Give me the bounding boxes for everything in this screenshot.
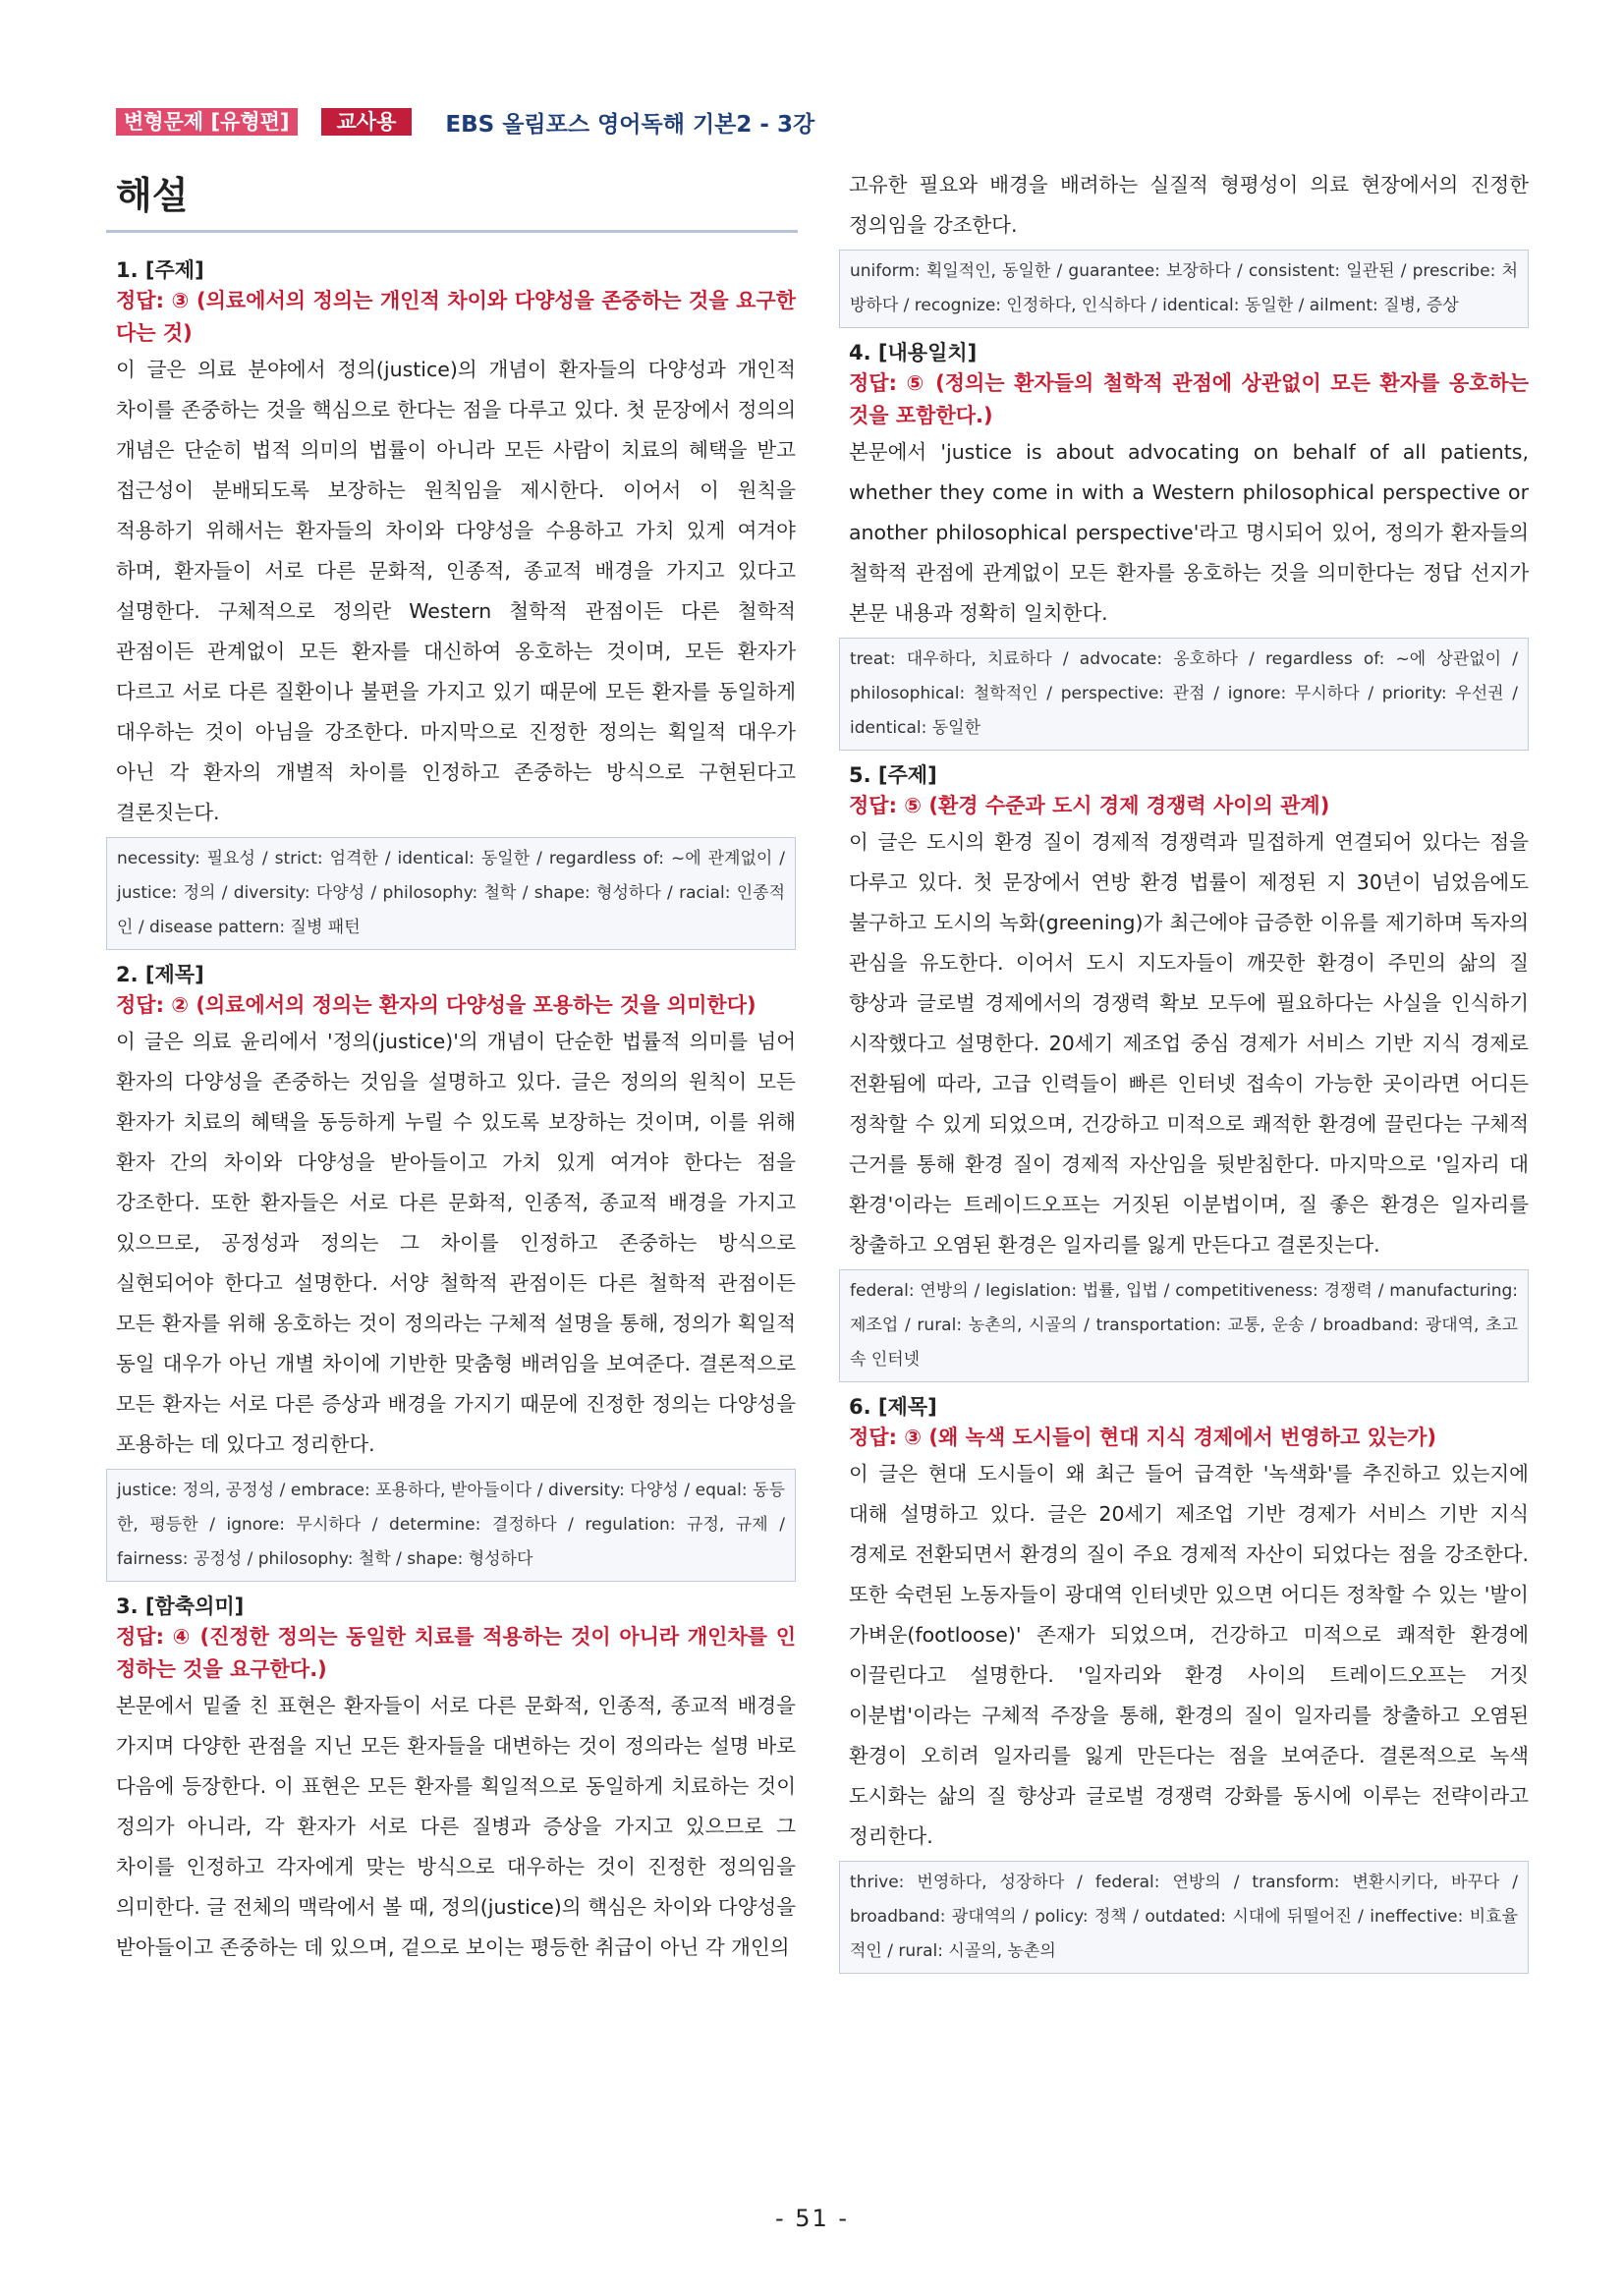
section-4-title: 4. [내용일치] xyxy=(849,341,978,364)
section-6-answer: 정답: ③ (왜 녹색 도시들이 현대 지식 경제에서 번영하고 있는가) xyxy=(849,1426,1437,1449)
section-4 xyxy=(849,338,1529,751)
section-5-explanation: 이 글은 도시의 환경 질이 경제적 경쟁력과 밀접하게 연결되어 있다는 점을 다루고 있다. 첫 문장에서 연방 환경 법률이 제정된 지 30년이 넘었음에도 불구하고 도시의 녹화(greening)가 최근에야 급증한 이유를 제기하며 독자의 관심을 유도한다. 이어서 도시 지도자들이 깨끗한 환경이 주민의 삶의 질 향상과 글로벌 경제에서의 경쟁력 확보 모두에 필요하다는 사실을 인식하기 시작했다고 설명한다. 20세기 제조업 중심 경제가 서비스 기반 지식 경제로 전환됨에 따라, 고급 인력들이 빠른 인터넷 접속이 가능한 곳이라면 어디든 정착할 수 있게 되었으며, 건강하고 미적으로 쾌적한 환경에 끌린다는 구체적 근거를 통해 환경 질이 경제적 자산임을 뒷받침한다. 마지막으로 '일자리 대 환경'이라는 트레이드오프는 거짓된 이분법이며, 질 좋은 환경은 일자리를 창출하고 오염된 환경은 일자리를 잃게 만든다고 결론짓는다. xyxy=(849,830,1529,1257)
section-4-answer: 정답: ⑤ (정의는 환자들의 철학적 관점에 상관없이 모든 환자를 옹호하는 것을 포함한다.) xyxy=(849,371,1529,427)
section-4-explanation: 본문에서 'justice is about advocating on behalf of all patients, whether they come in with a Western philosophical perspective or another philosophical perspective'라고 명시되어 있어, 정의가 환자들의 철학적 관점에 관계없이 모든 환자를 옹호하는 것을 의미한다는 정답 선지가 본문 내용과 정확히 일치한다. xyxy=(849,440,1529,625)
section-1 xyxy=(116,255,796,950)
section-6-explanation: 이 글은 현대 도시들이 왜 최근 들어 급격한 '녹색화'를 추진하고 있는지에 대해 설명하고 있다. 글은 20세기 제조업 기반 경제가 서비스 기반 지식 경제로 전환되면서 환경의 질이 주요 경제적 자산이 되었다는 점을 강조한다. 또한 숙련된 노동자들이 광대역 인터넷만 있으면 어디든 정착할 수 있는 '발이 가벼운(footloose)' 존재가 되었으며, 건강하고 미적으로 쾌적한 환경에 이끌린다고 설명한다. '일자리와 환경 사이의 트레이드오프는 거짓 이분법'이라는 구체적 주장을 통해, 환경의 질이 일자리를 창출하고 오염된 환경이 오히려 일자리를 잃게 만든다는 점을 보여준다. 결론적으로 녹색 도시화는 삶의 질 향상과 글로벌 경쟁력 강화를 동시에 이루는 전략이라고 정리한다. xyxy=(849,1462,1529,1848)
page-title: 해설 xyxy=(116,174,189,217)
section-3 xyxy=(116,1592,796,1968)
section-1-title: 1. [주제] xyxy=(116,258,204,282)
section-2-answer: 정답: ② (의료에서의 정의는 환자의 다양성을 포용하는 것을 의미한다) xyxy=(116,993,756,1017)
heading-divider xyxy=(106,230,798,233)
document-header xyxy=(116,106,814,138)
section-6-title: 6. [제목] xyxy=(849,1395,937,1419)
section-2-title: 2. [제목] xyxy=(116,963,204,986)
section-3-title: 3. [함축의미] xyxy=(116,1595,245,1618)
section-5-vocab-box: federal: 연방의 / legislation: 법률, 입법 / competitiveness: 경쟁력 / manufacturing: 제조업 / rural: 농촌의, 시골의 / transportation: 교통, 운송 / broadband: 광대역, 초고속 인터넷 xyxy=(839,1269,1529,1382)
section-6-vocab-box: thrive: 번영하다, 성장하다 / federal: 연방의 / transform: 변환시키다, 바꾸다 / broadband: 광대역의 / policy: 정책 / outdated: 시대에 뒤떨어진 / ineffective: 비효율적인 / rural: 시골의, 농촌의 xyxy=(839,1861,1529,1974)
section-3-continued xyxy=(849,165,1529,328)
series-title: EBS 올림포스 영어독해 기본2 - 3강 xyxy=(445,111,815,138)
section-3-explanation-continued: 고유한 필요와 배경을 배려하는 실질적 형평성이 의료 현장에서의 진정한 정의임을 강조한다. xyxy=(849,173,1529,237)
section-2 xyxy=(116,960,796,1582)
section-6 xyxy=(849,1392,1529,1974)
section-4-vocab-box: treat: 대우하다, 치료하다 / advocate: 옹호하다 / regardless of: ~에 상관없이 / philosophical: 철학적인 / perspective: 관점 / ignore: 무시하다 / priority: 우선권 / identical: 동일한 xyxy=(839,638,1529,751)
section-3-answer: 정답: ④ (진정한 정의는 동일한 치료를 적용하는 것이 아니라 개인차를 인정하는 것을 요구한다.) xyxy=(116,1625,796,1681)
page-number: - 51 - xyxy=(774,2205,850,2232)
left-column xyxy=(116,250,796,1968)
teacher-tag: 교사용 xyxy=(321,108,413,136)
section-3-explanation: 본문에서 밑줄 친 표현은 환자들이 서로 다른 문화적, 인종적, 종교적 배경을 가지며 다양한 관점을 지닌 모든 환자들을 대변하는 것이 정의라는 설명 바로 다음에 등장한다. 이 표현은 모든 환자를 획일적으로 동일하게 치료하는 것이 정의가 아니라, 각 환자가 서로 다른 질병과 증상을 가지고 있으므로 그 차이를 인정하고 각자에게 맞는 방식으로 대우하는 것이 진정한 정의임을 의미한다. 글 전체의 맥락에서 볼 때, 정의(justice)의 핵심은 차이와 다양성을 받아들이고 존중하는 데 있으며, 겉으로 보이는 평등한 취급이 아닌 각 개인의 xyxy=(116,1694,796,1959)
section-2-vocab-box: justice: 정의, 공정성 / embrace: 포용하다, 받아들이다 / diversity: 다양성 / equal: 동등한, 평등한 / ignore: 무시하다 / determine: 결정하다 / regulation: 규정, 규제 / fairness: 공정성 / philosophy: 철학 / shape: 형성하다 xyxy=(106,1469,796,1582)
section-5-title: 5. [주제] xyxy=(849,763,937,787)
section-5-answer: 정답: ⑤ (환경 수준과 도시 경제 경쟁력 사이의 관계) xyxy=(849,794,1330,817)
right-column xyxy=(849,165,1529,1984)
section-2-explanation: 이 글은 의료 윤리에서 '정의(justice)'의 개념이 단순한 법률적 의미를 넘어 환자의 다양성을 존중하는 것임을 설명하고 있다. 글은 정의의 원칙이 모든 환자가 치료의 혜택을 동등하게 누릴 수 있도록 보장하는 것이며, 이를 위해 환자 간의 차이와 다양성을 받아들이고 가치 있게 여겨야 한다는 점을 강조한다. 또한 환자들은 서로 다른 문화적, 인종적, 종교적 배경을 가지고 있으므로, 공정성과 정의는 그 차이를 인정하고 존중하는 방식으로 실현되어야 한다고 설명한다. 서양 철학적 관점이든 다른 철학적 관점이든 모든 환자를 위해 옹호하는 것이 정의라는 구체적 설명을 통해, 정의가 획일적 동일 대우가 아닌 개별 차이에 기반한 맞춤형 배려임을 보여준다. 결론적으로 모든 환자는 서로 다른 증상과 배경을 가지기 때문에 진정한 정의는 다양성을 포용하는 데 있다고 정리한다. xyxy=(116,1030,796,1456)
section-3-vocab-box: uniform: 획일적인, 동일한 / guarantee: 보장하다 / consistent: 일관된 / prescribe: 처방하다 / recognize: 인정하다, 인식하다 / identical: 동일한 / ailment: 질병, 증상 xyxy=(839,250,1529,328)
section-1-vocab-box: necessity: 필요성 / strict: 엄격한 / identical: 동일한 / regardless of: ~에 관계없이 / justice: 정의 / diversity: 다양성 / philosophy: 철학 / shape: 형성하다 / racial: 인종적인 / disease pattern: 질병 패턴 xyxy=(106,837,796,950)
type-tag: 변형문제 [유형편] xyxy=(116,108,298,136)
section-5 xyxy=(849,760,1529,1382)
section-1-explanation: 이 글은 의료 분야에서 정의(justice)의 개념이 환자들의 다양성과 개인적 차이를 존중하는 것을 핵심으로 한다는 점을 다루고 있다. 첫 문장에서 정의의 개념은 단순히 법적 의미의 법률이 아니라 모든 사람이 치료의 혜택을 받고 접근성이 분배되도록 보장하는 원칙임을 제시한다. 이어서 이 원칙을 적용하기 위해서는 환자들의 차이와 다양성을 수용하고 가치 있게 여겨야 하며, 환자들이 서로 다른 문화적, 인종적, 종교적 배경을 가지고 있다고 설명한다. 구체적으로 정의란 Western 철학적 관점이든 다른 철학적 관점이든 관계없이 모든 환자를 대신하여 옹호하는 것이며, 모든 환자가 다르고 서로 다른 질환이나 불편을 가지고 있기 때문에 모든 환자를 동일하게 대우하는 것이 아님을 강조한다. 마지막으로 진정한 정의는 획일적 대우가 아닌 각 환자의 개별적 차이를 인정하고 존중하는 방식으로 구현된다고 결론짓는다. xyxy=(116,358,796,824)
section-1-answer: 정답: ③ (의료에서의 정의는 개인적 차이와 다양성을 존중하는 것을 요구한다는 것) xyxy=(116,289,796,345)
